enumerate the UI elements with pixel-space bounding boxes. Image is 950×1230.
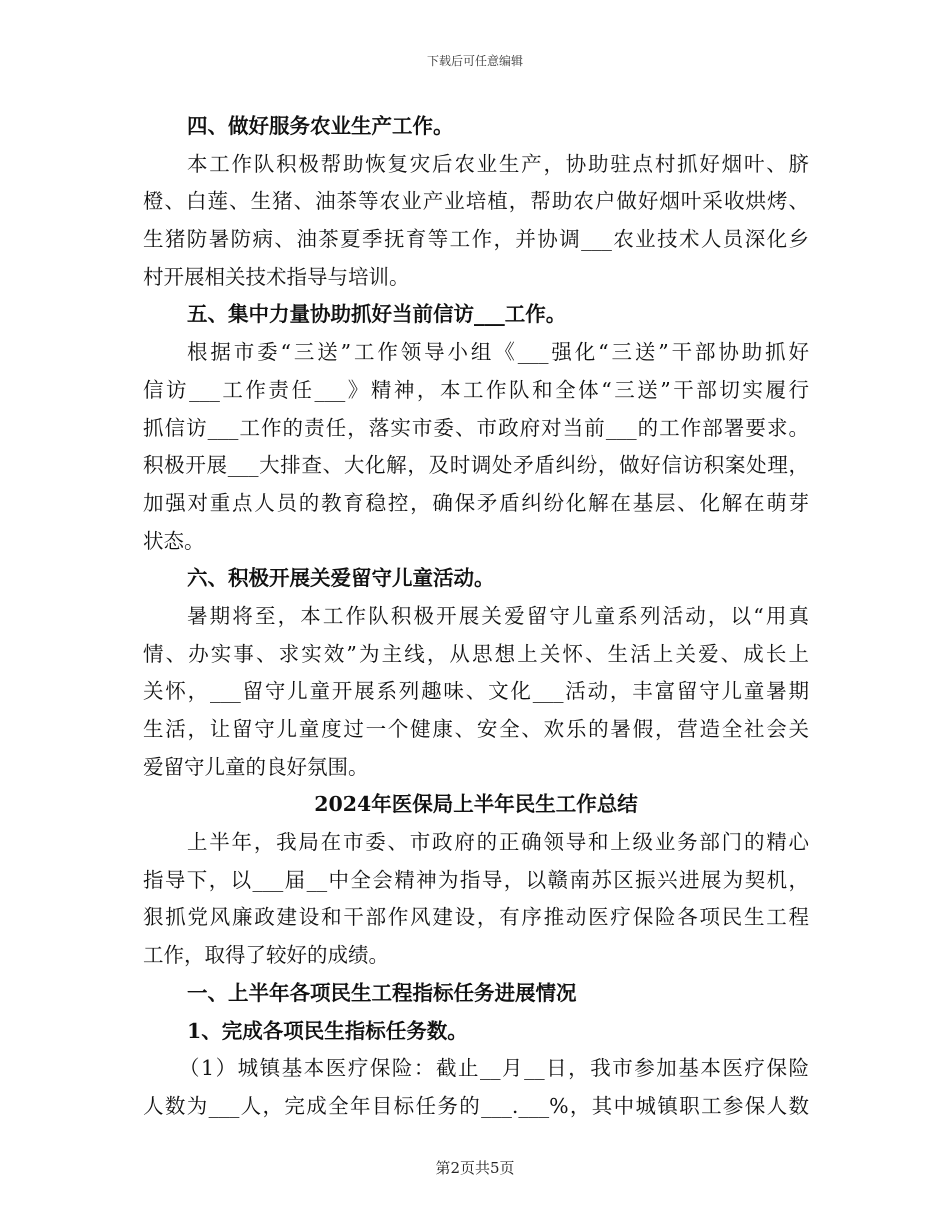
paragraph-line: 积极开展___大排查、大化解，及时调处矛盾纠纷，做好信访积案处理， bbox=[143, 453, 809, 478]
paragraph-line: 生猪防暑防病、油茶夏季抚育等工作，并协调___农业技术人员深化乡 bbox=[143, 227, 809, 252]
section-heading-line: 四、做好服务农业生产工作。 bbox=[187, 114, 454, 138]
paragraph-line: 橙、白莲、生猪、油茶等农业产业培植，帮助农户做好烟叶采收烘烤、 bbox=[143, 189, 809, 214]
paragraph-line: 抓信访___工作的责任，落实市委、市政府对当前___的工作部署要求。 bbox=[143, 415, 809, 440]
paragraph-line: 上半年，我局在市委、市政府的正确领导和上级业务部门的精心 bbox=[187, 830, 809, 855]
paragraph-line: 信访___工作责任___》精神，本工作队和全体“三送”干部切实履行 bbox=[143, 377, 809, 402]
section-heading-line: 一、上半年各项民生工程指标任务进展情况 bbox=[187, 980, 577, 1005]
document-title: 2024年医保局上半年民生工作总结 bbox=[314, 792, 638, 817]
paragraph-line: 情、办实事、求实效”为主线，从思想上关怀、生活上关爱、成长上 bbox=[143, 641, 809, 666]
document-body bbox=[143, 108, 809, 1126]
paragraph-line: 人数为___人，完成全年目标任务的___.___%，其中城镇职工参保人数 bbox=[143, 1093, 809, 1118]
paragraph-line: （1）城镇基本医疗保险：截止__月__日，我市参加基本医疗保险 bbox=[179, 1056, 809, 1081]
section-heading-line: 1、完成各项民生指标任务数。 bbox=[187, 1018, 468, 1043]
paragraph-line: 指导下，以___届__中全会精神为指导，以赣南苏区振兴进展为契机， bbox=[143, 867, 809, 892]
paragraph-line: 狠抓党风廉政建设和干部作风建设，有序推动医疗保险各项民生工程 bbox=[143, 905, 809, 930]
paragraph-line: 关怀，___留守儿童开展系列趣味、文化___活动，丰富留守儿童暑期 bbox=[143, 679, 809, 704]
paragraph-line: 工作，取得了较好的成绩。 bbox=[143, 943, 389, 968]
paragraph-line: 状态。 bbox=[143, 528, 205, 553]
paragraph-line: 根据市委“三送”工作领导小组《___强化“三送”干部协助抓好 bbox=[187, 340, 809, 365]
paragraph-line: 暑期将至，本工作队积极开展关爱留守儿童系列活动，以“用真 bbox=[187, 603, 809, 628]
section-heading-line: 六、积极开展关爱留守儿童活动。 bbox=[187, 566, 495, 591]
paragraph-line: 村开展相关技术指导与培训。 bbox=[143, 264, 410, 289]
paragraph-line: 爱留守儿童的良好氛围。 bbox=[143, 754, 369, 779]
page-footer-number: 第2页共5页 bbox=[435, 1159, 515, 1177]
paragraph-line: 生活，让留守儿童度过一个健康、安全、欢乐的暑假，营造全社会关 bbox=[143, 717, 809, 741]
paragraph-line: 加强对重点人员的教育稳控，确保矛盾纠纷化解在基层、化解在萌芽 bbox=[143, 490, 809, 515]
page-header-note: 下载后可任意编辑 bbox=[426, 54, 523, 68]
paragraph-line: 本工作队积极帮助恢复灾后农业生产，协助驻点村抓好烟叶、脐 bbox=[187, 151, 809, 176]
section-heading-line: 五、集中力量协助抓好当前信访___工作。 bbox=[187, 302, 567, 327]
